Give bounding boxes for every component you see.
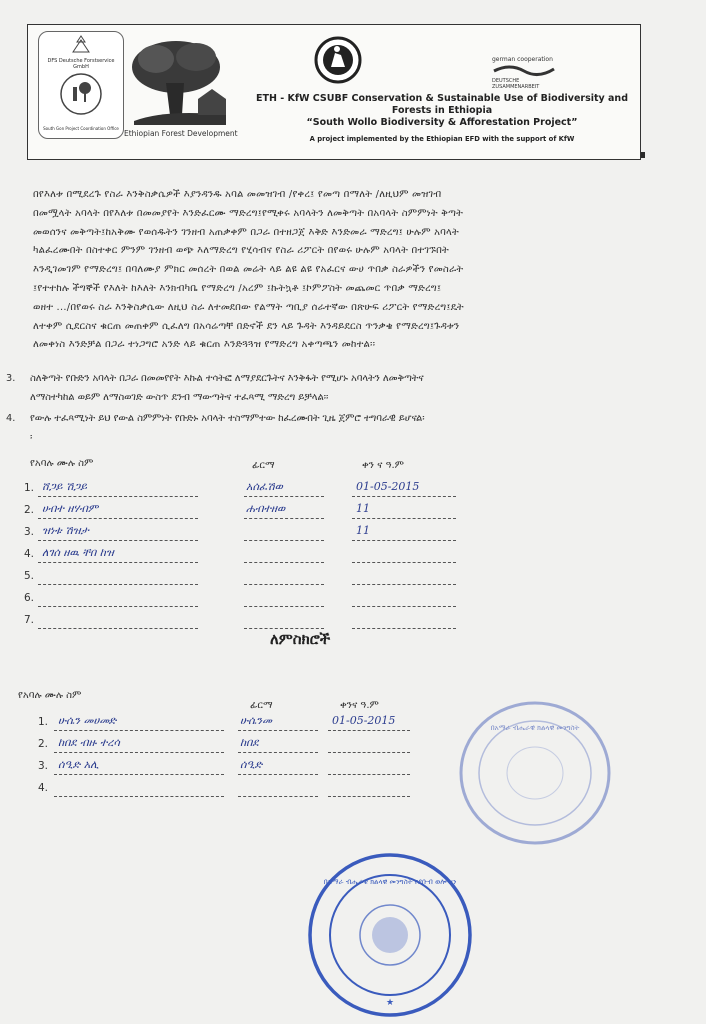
signature-field-line [238, 730, 318, 731]
row-number: 1. [38, 716, 49, 728]
project-title-line-1: ETH - KfW CSUBF Conservation & Sustainable Use of Biodiversity and [256, 93, 628, 104]
signature-field-line [244, 496, 324, 497]
signature-field-line [238, 796, 318, 797]
row-number: 2. [24, 504, 35, 516]
handwritten-sign: ከበደ [240, 736, 259, 749]
row-number: 4. [24, 548, 35, 560]
efd-tree-logo [126, 33, 236, 133]
handwritten-name: ሸጋይ ሽጋይ [42, 480, 87, 493]
name-field-line [38, 628, 198, 629]
date-field-line [352, 496, 456, 497]
clause-text: ፡ [30, 431, 33, 443]
name-field-line [38, 518, 198, 519]
german-cooperation-text: german cooperation [492, 56, 553, 63]
handwritten-sign: ሐብተዘወ [246, 502, 286, 515]
handwritten-date: 11 [356, 502, 370, 515]
row-number: 3. [38, 760, 49, 772]
signature-field-line [244, 606, 324, 607]
date-field-line [352, 562, 456, 563]
handwritten-sign: ሰዒድ [240, 758, 263, 771]
signature-field-line [238, 774, 318, 775]
paragraph-line: ለመቀነስ እንድቻል በጋራ ተነጋግሮ አንድ ላይ ቁርጠ እንድጓጓዝ የማድረግ አቀጣጫን መከተል፡፡ [33, 339, 376, 351]
dfs-logo-bottom-text: South Gon Project Coordination Office [43, 126, 119, 131]
handwritten-name: ዝነቱ ሽዝታ [42, 524, 89, 537]
date-field-line [352, 584, 456, 585]
project-title-line-2: Forests in Ethiopia [391, 105, 493, 116]
project-title [246, 93, 638, 129]
handwritten-date: 01-05-2015 [356, 480, 420, 493]
handwritten-name: ሰዒድ አሊ [58, 758, 99, 771]
row-number: 3. [24, 526, 35, 538]
date-field-line [352, 518, 456, 519]
signature-field-line [244, 562, 324, 563]
agreement-paragraph [33, 186, 667, 355]
name-field-line [38, 540, 198, 541]
paragraph-line: በየእለቱ በሚደረጉ የስራ እንቅስቃሴዎች እያንዳንዱ አባል መመዝገብ /የቀረ፤ የመጣ በማለት /ለዚህም መዝገብ [33, 189, 442, 200]
name-field-line [54, 774, 224, 775]
paragraph-line: ፤የተተከሉ ችግኞች የእለት ከእለት እንክብካቤ የማድረግ /አረም ፤ኩትኳቶ ፤ኮምፖስት መጨመር ጥበቃ ማድረግ፤ [33, 282, 442, 294]
handwritten-name: ከበደ ብዙ ተረሳ [58, 736, 120, 749]
row-number: 5. [24, 570, 35, 582]
row-number: 7. [24, 614, 35, 626]
members-col-name: የአባሉ ሙሉ ስም [30, 458, 94, 469]
official-stamp-bottom [305, 850, 475, 1020]
date-field-line [328, 796, 410, 797]
clause-4 [6, 410, 425, 447]
project-banner [27, 24, 641, 160]
row-number: 6. [24, 592, 35, 604]
name-field-line [38, 606, 198, 607]
name-field-line [54, 752, 224, 753]
name-field-line [38, 496, 198, 497]
date-field-line [328, 774, 410, 775]
row-number: 1. [24, 482, 35, 494]
date-field-line [328, 752, 410, 753]
signature-field-line [244, 518, 324, 519]
project-subtitle: A project implemented by the Ethiopian EFD with the support of KfW [309, 135, 575, 143]
signature-field-line [244, 584, 324, 585]
clause-number: 4. [6, 413, 16, 424]
project-title-line-3: “South Wollo Biodiversity & Afforestation Project” [306, 117, 578, 128]
date-field-line [352, 606, 456, 607]
row-number: 2. [38, 738, 49, 750]
dfs-logo-text: DFS Deutsche Forstservice GmbH [47, 58, 115, 70]
witness-col-name: የአባሉ ሙሉ ስም [18, 690, 82, 701]
svg-text:★: ★ [385, 998, 395, 1008]
paragraph-line: በመሟላት አባላት በየእለቱ በመመያየት እንድፈርሙ ማድረግ፤የሚቀሩ አባላትን ለመቅጣት በአባላት ስምምነት ቅጣት [33, 207, 464, 219]
members-col-date: ቀን ና ዓ.ም [362, 460, 405, 471]
members-col-signature: ፊርማ [252, 460, 275, 471]
stamp-bottom-text: በአማራ ብሔራዊ ክልላዊ መንግስት የደቡብ ወሎ ዞን [323, 878, 457, 886]
signature-field-line [244, 628, 324, 629]
name-field-line [38, 584, 198, 585]
german-cooperation-logo [490, 53, 560, 89]
date-field-line [352, 628, 456, 629]
signature-field-line [238, 752, 318, 753]
paragraph-line: ለተቀም ሲደርስና ቁርጠ መጠቀም ሲፈለግ በአሳሬጣቸ በድኖች ደን ላይ ጉዳት እንዳይደርስ ጥንቃቄ የማድረግ፤ጉዳቱን [33, 320, 460, 332]
clause-3 [6, 370, 424, 407]
clause-text: የውሉ ተፈጻሚነት ይህ የውል ስምምነት የቡድኑ አባላት ተስማምተው ከፈረሙበት ጊዜ ጀምሮ ተግባራዊ ይሆናል፡ [30, 413, 425, 424]
stamp-right-text: በአማራ ብሔራዊ ክልላዊ መንግስት [490, 724, 580, 732]
german-cooperation-subtext: DEUTSCHE ZUSAMMENARBEIT [492, 78, 540, 90]
clause-text: ለማስተካከል ወይም ለማስወገድ ውስጥ ደንብ ማውጣትና ተፈጻሚ ማድረግ ይቻላል፡፡ [30, 391, 329, 403]
name-field-line [54, 730, 224, 731]
handwritten-name: ለገሰ ዘዉ ቸበ ከዝ [42, 546, 114, 559]
ethiopia-emblem [313, 33, 363, 87]
paragraph-line: መወሰንና መቅጣት፤ከአቅሙ የወሰዱትን ገንዘብ አጠቃቀም በጋራ በተዘጋጀ እቅድ እንድመራ ማድረግ፤ ሁሉም አባላት [33, 226, 459, 238]
paragraph-line: እንዲገመገም የማድረግ፤ በባለሙያ ምክር መሰረት በወል መሬት ላይ ልዩ ልዩ የአፈርና ውሀ ጥበቃ ስራዎችን የመስራት [33, 264, 464, 276]
paragraph-line: ወዘተ .../በየወሩ ስራ እንቅስቃሴው ለዚህ ስራ ለተመደበው የልማት ጣቢያ ሰራተኛው በጽሁፍ ሪፖርት የማድረግ፤ዴት [33, 301, 464, 313]
handwritten-name: ሀብተ ዘሃብም [42, 502, 99, 515]
dfs-logo [38, 31, 124, 139]
paragraph-line: ካልፈረሙበት በስተቀር ምንም ገንዘብ ወጭ እለማድረግ የሂሳብና የስራ ሪፖርት በየወሩ ሁሉም አባላት በተገኙበት [33, 245, 449, 257]
clause-number: 3. [6, 373, 16, 384]
name-field-line [54, 796, 224, 797]
signature-field-line [244, 540, 324, 541]
row-number: 4. [38, 782, 49, 794]
clause-text: ስለቅጣት የቡድን አባላት በጋራ በመመየየት እኩል ተሳትፎ ለማያደርጉትና እንቅፋት የሚሆኑ አባላትን ለመቅጣትና [30, 373, 424, 384]
official-stamp-right [455, 698, 615, 848]
witness-col-date: ቀንና ዓ.ም [340, 700, 379, 711]
date-field-line [328, 730, 410, 731]
efd-caption: Ethiopian Forest Development [124, 129, 238, 138]
date-field-line [352, 540, 456, 541]
handwritten-sign: አሰፈሽወ [246, 480, 283, 493]
witness-title: ለምስክሮች [270, 630, 331, 648]
witness-col-signature: ፊርማ [250, 700, 273, 711]
handwritten-sign: ሁሴንመ [240, 714, 273, 727]
handwritten-date: 11 [356, 524, 370, 537]
name-field-line [38, 562, 198, 563]
handwritten-date: 01-05-2015 [332, 714, 396, 727]
handwritten-name: ሁሴን መሀመድ [58, 714, 117, 727]
